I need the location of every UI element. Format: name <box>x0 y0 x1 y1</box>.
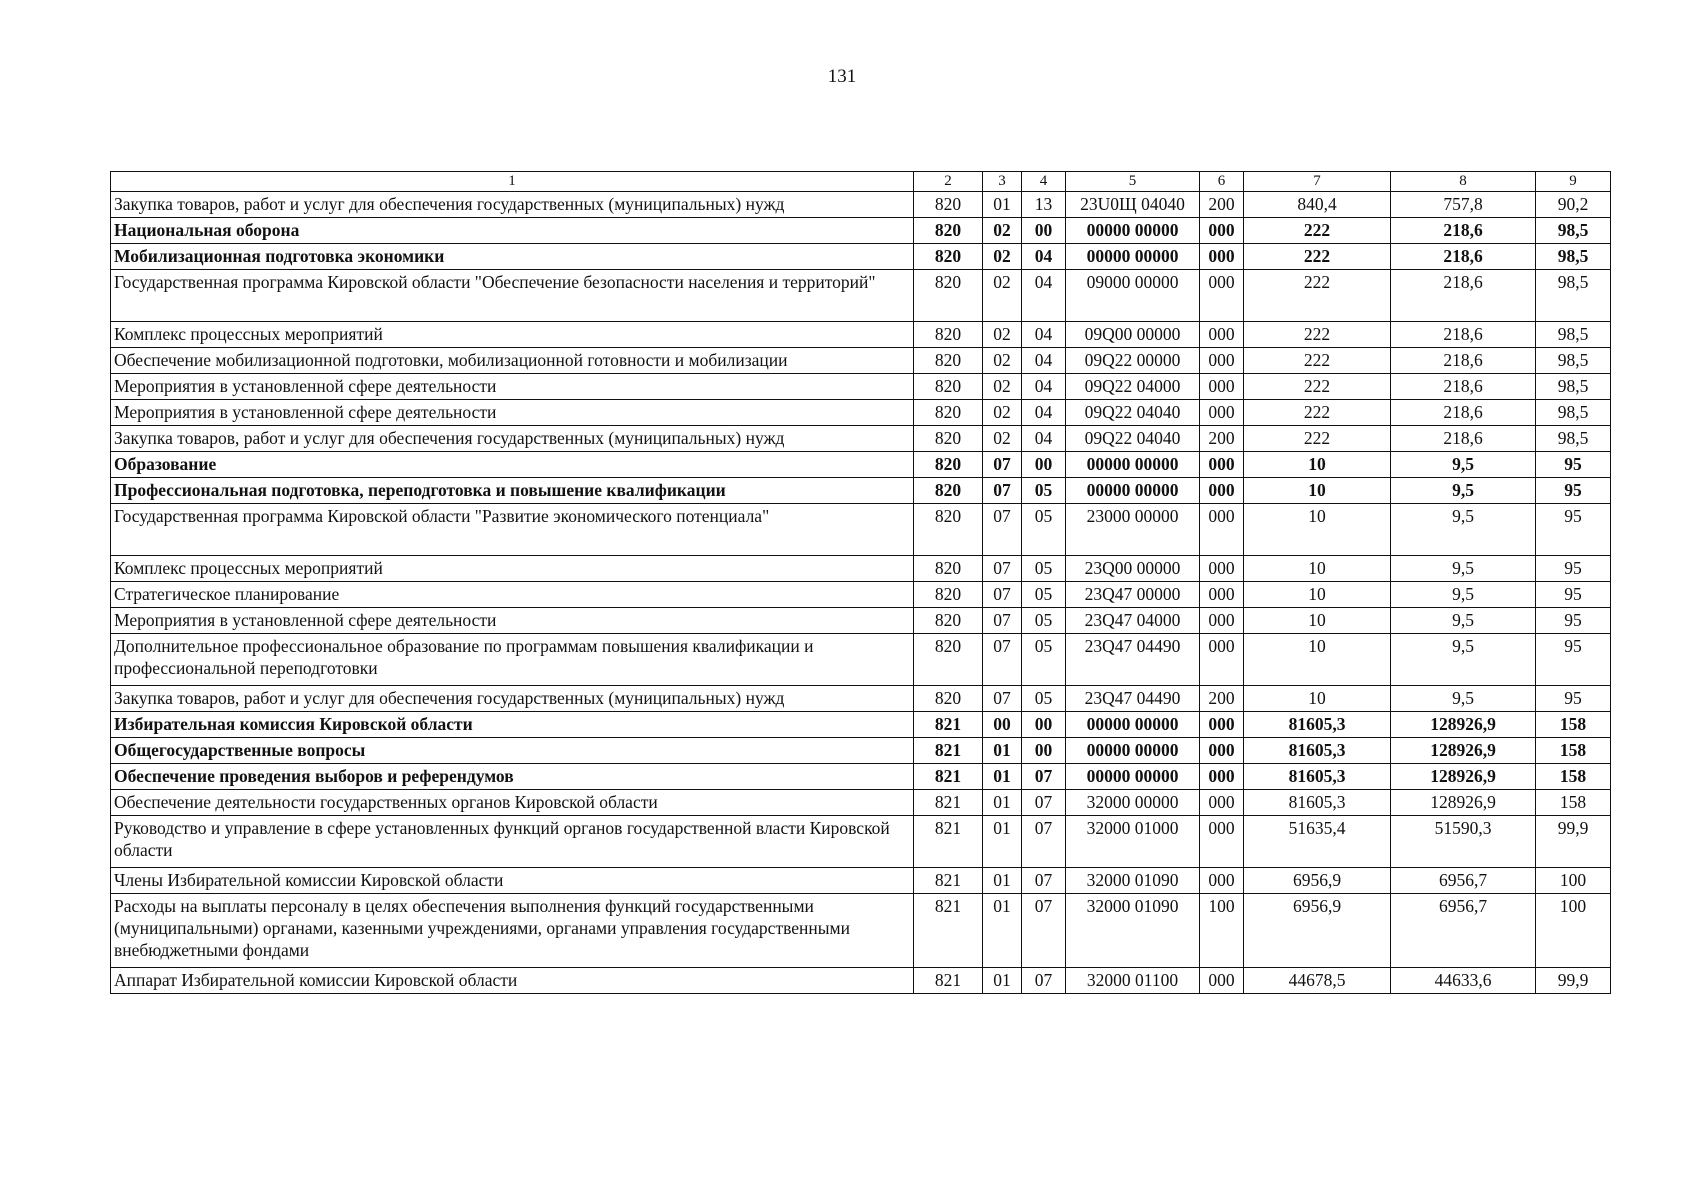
row-name: Аппарат Избирательной комиссии Кировской области <box>111 968 914 994</box>
cell-expense-type: 000 <box>1200 968 1244 994</box>
cell-section: 07 <box>983 478 1022 504</box>
cell-section: 02 <box>983 400 1022 426</box>
cell-target-article: 32000 01090 <box>1066 868 1200 894</box>
cell-subsection: 05 <box>1022 478 1066 504</box>
column-header: 5 <box>1066 172 1200 192</box>
cell-section: 00 <box>983 712 1022 738</box>
cell-actual-amount: 128926,9 <box>1391 712 1536 738</box>
cell-percent: 98,5 <box>1536 374 1611 400</box>
table-row <box>111 452 1611 478</box>
cell-target-article: 23Q00 00000 <box>1066 556 1200 582</box>
cell-target-article: 23Q47 00000 <box>1066 582 1200 608</box>
cell-section: 01 <box>983 790 1022 816</box>
cell-target-article: 32000 01090 <box>1066 894 1200 968</box>
cell-plan-amount: 222 <box>1244 218 1391 244</box>
cell-admin-code: 820 <box>914 686 983 712</box>
cell-actual-amount: 757,8 <box>1391 192 1536 218</box>
column-header: 4 <box>1022 172 1066 192</box>
cell-expense-type: 000 <box>1200 478 1244 504</box>
cell-percent: 98,5 <box>1536 348 1611 374</box>
cell-target-article: 09Q22 04040 <box>1066 400 1200 426</box>
column-header: 7 <box>1244 172 1391 192</box>
table-row <box>111 504 1611 556</box>
cell-admin-code: 820 <box>914 270 983 322</box>
table-row <box>111 270 1611 322</box>
cell-subsection: 00 <box>1022 738 1066 764</box>
cell-expense-type: 000 <box>1200 816 1244 868</box>
cell-plan-amount: 81605,3 <box>1244 764 1391 790</box>
cell-plan-amount: 222 <box>1244 270 1391 322</box>
cell-expense-type: 000 <box>1200 712 1244 738</box>
cell-subsection: 07 <box>1022 816 1066 868</box>
row-name: Государственная программа Кировской области "Обеспечение безопасности населения и территорий" <box>111 270 914 322</box>
cell-section: 07 <box>983 582 1022 608</box>
cell-percent: 95 <box>1536 686 1611 712</box>
cell-subsection: 04 <box>1022 400 1066 426</box>
cell-target-article: 00000 00000 <box>1066 244 1200 270</box>
cell-target-article: 23Q47 04490 <box>1066 634 1200 686</box>
cell-actual-amount: 9,5 <box>1391 608 1536 634</box>
cell-section: 07 <box>983 686 1022 712</box>
cell-subsection: 04 <box>1022 244 1066 270</box>
cell-percent: 99,9 <box>1536 816 1611 868</box>
cell-subsection: 04 <box>1022 374 1066 400</box>
cell-admin-code: 820 <box>914 608 983 634</box>
cell-percent: 98,5 <box>1536 244 1611 270</box>
cell-admin-code: 821 <box>914 738 983 764</box>
cell-percent: 95 <box>1536 452 1611 478</box>
cell-plan-amount: 840,4 <box>1244 192 1391 218</box>
cell-admin-code: 820 <box>914 348 983 374</box>
cell-percent: 98,5 <box>1536 270 1611 322</box>
table-row <box>111 244 1611 270</box>
cell-target-article: 09Q22 04000 <box>1066 374 1200 400</box>
cell-admin-code: 820 <box>914 244 983 270</box>
cell-admin-code: 821 <box>914 894 983 968</box>
cell-section: 01 <box>983 738 1022 764</box>
cell-target-article: 23Q47 04490 <box>1066 686 1200 712</box>
cell-expense-type: 000 <box>1200 452 1244 478</box>
cell-admin-code: 821 <box>914 868 983 894</box>
cell-plan-amount: 222 <box>1244 426 1391 452</box>
cell-percent: 158 <box>1536 764 1611 790</box>
cell-target-article: 09Q22 00000 <box>1066 348 1200 374</box>
cell-subsection: 04 <box>1022 322 1066 348</box>
cell-percent: 158 <box>1536 738 1611 764</box>
cell-expense-type: 200 <box>1200 192 1244 218</box>
cell-admin-code: 821 <box>914 712 983 738</box>
cell-admin-code: 821 <box>914 790 983 816</box>
cell-target-article: 23Q47 04000 <box>1066 608 1200 634</box>
table-row <box>111 686 1611 712</box>
table-row <box>111 374 1611 400</box>
cell-plan-amount: 222 <box>1244 374 1391 400</box>
cell-actual-amount: 218,6 <box>1391 348 1536 374</box>
table-row <box>111 582 1611 608</box>
cell-plan-amount: 10 <box>1244 478 1391 504</box>
cell-actual-amount: 128926,9 <box>1391 764 1536 790</box>
cell-plan-amount: 10 <box>1244 452 1391 478</box>
cell-expense-type: 000 <box>1200 764 1244 790</box>
cell-plan-amount: 81605,3 <box>1244 712 1391 738</box>
cell-expense-type: 000 <box>1200 868 1244 894</box>
cell-plan-amount: 10 <box>1244 582 1391 608</box>
cell-target-article: 00000 00000 <box>1066 712 1200 738</box>
cell-subsection: 07 <box>1022 790 1066 816</box>
cell-percent: 95 <box>1536 478 1611 504</box>
cell-plan-amount: 222 <box>1244 244 1391 270</box>
cell-expense-type: 100 <box>1200 894 1244 968</box>
cell-percent: 95 <box>1536 634 1611 686</box>
cell-admin-code: 821 <box>914 968 983 994</box>
cell-admin-code: 820 <box>914 192 983 218</box>
budget-execution-table <box>110 171 1611 994</box>
column-header: 6 <box>1200 172 1244 192</box>
cell-section: 01 <box>983 868 1022 894</box>
row-name: Дополнительное профессиональное образование по программам повышения квалификации и профессиональной переподготовки <box>111 634 914 686</box>
cell-section: 02 <box>983 218 1022 244</box>
cell-target-article: 32000 00000 <box>1066 790 1200 816</box>
cell-section: 01 <box>983 968 1022 994</box>
cell-subsection: 05 <box>1022 582 1066 608</box>
cell-section: 02 <box>983 322 1022 348</box>
cell-admin-code: 820 <box>914 504 983 556</box>
cell-subsection: 13 <box>1022 192 1066 218</box>
cell-target-article: 32000 01000 <box>1066 816 1200 868</box>
cell-actual-amount: 51590,3 <box>1391 816 1536 868</box>
cell-percent: 158 <box>1536 712 1611 738</box>
column-header: 2 <box>914 172 983 192</box>
table-row <box>111 218 1611 244</box>
row-name: Стратегическое планирование <box>111 582 914 608</box>
row-name: Обеспечение мобилизационной подготовки, мобилизационной готовности и мобилизации <box>111 348 914 374</box>
cell-subsection: 04 <box>1022 348 1066 374</box>
cell-subsection: 00 <box>1022 452 1066 478</box>
cell-expense-type: 000 <box>1200 270 1244 322</box>
cell-expense-type: 000 <box>1200 738 1244 764</box>
cell-actual-amount: 218,6 <box>1391 374 1536 400</box>
cell-target-article: 00000 00000 <box>1066 764 1200 790</box>
row-name: Мобилизационная подготовка экономики <box>111 244 914 270</box>
cell-target-article: 09000 00000 <box>1066 270 1200 322</box>
row-name: Закупка товаров, работ и услуг для обеспечения государственных (муниципальных) нужд <box>111 192 914 218</box>
cell-actual-amount: 128926,9 <box>1391 738 1536 764</box>
cell-actual-amount: 218,6 <box>1391 270 1536 322</box>
cell-admin-code: 820 <box>914 322 983 348</box>
row-name: Расходы на выплаты персоналу в целях обеспечения выполнения функций государственными (муниципальными) органами, казенными учреждениями, органами управления государственными внебюджетными фондами <box>111 894 914 968</box>
row-name: Обеспечение проведения выборов и референдумов <box>111 764 914 790</box>
cell-expense-type: 000 <box>1200 244 1244 270</box>
cell-target-article: 00000 00000 <box>1066 452 1200 478</box>
row-name: Профессиональная подготовка, переподготовка и повышение квалификации <box>111 478 914 504</box>
cell-actual-amount: 9,5 <box>1391 504 1536 556</box>
cell-admin-code: 820 <box>914 556 983 582</box>
column-header: 8 <box>1391 172 1536 192</box>
row-name: Члены Избирательной комиссии Кировской области <box>111 868 914 894</box>
cell-admin-code: 820 <box>914 634 983 686</box>
cell-plan-amount: 222 <box>1244 348 1391 374</box>
cell-admin-code: 820 <box>914 400 983 426</box>
cell-admin-code: 821 <box>914 764 983 790</box>
row-name: Закупка товаров, работ и услуг для обеспечения государственных (муниципальных) нужд <box>111 426 914 452</box>
cell-subsection: 07 <box>1022 968 1066 994</box>
cell-plan-amount: 10 <box>1244 608 1391 634</box>
column-header: 9 <box>1536 172 1611 192</box>
table-row <box>111 348 1611 374</box>
table-row <box>111 738 1611 764</box>
cell-subsection: 00 <box>1022 218 1066 244</box>
row-name: Общегосударственные вопросы <box>111 738 914 764</box>
cell-subsection: 07 <box>1022 894 1066 968</box>
cell-percent: 90,2 <box>1536 192 1611 218</box>
column-header: 3 <box>983 172 1022 192</box>
row-name: Мероприятия в установленной сфере деятельности <box>111 374 914 400</box>
cell-actual-amount: 9,5 <box>1391 478 1536 504</box>
table-row <box>111 426 1611 452</box>
table-row <box>111 790 1611 816</box>
cell-actual-amount: 128926,9 <box>1391 790 1536 816</box>
cell-subsection: 04 <box>1022 270 1066 322</box>
table-row <box>111 192 1611 218</box>
cell-percent: 95 <box>1536 582 1611 608</box>
row-name: Комплекс процессных мероприятий <box>111 556 914 582</box>
row-name: Мероприятия в установленной сфере деятельности <box>111 400 914 426</box>
cell-section: 01 <box>983 192 1022 218</box>
cell-expense-type: 000 <box>1200 608 1244 634</box>
cell-percent: 158 <box>1536 790 1611 816</box>
cell-admin-code: 821 <box>914 816 983 868</box>
table-row <box>111 968 1611 994</box>
row-name: Комплекс процессных мероприятий <box>111 322 914 348</box>
cell-section: 07 <box>983 556 1022 582</box>
cell-subsection: 05 <box>1022 608 1066 634</box>
cell-percent: 99,9 <box>1536 968 1611 994</box>
cell-target-article: 00000 00000 <box>1066 478 1200 504</box>
table-row <box>111 868 1611 894</box>
cell-actual-amount: 218,6 <box>1391 426 1536 452</box>
cell-target-article: 00000 00000 <box>1066 218 1200 244</box>
cell-plan-amount: 44678,5 <box>1244 968 1391 994</box>
row-name: Обеспечение деятельности государственных органов Кировской области <box>111 790 914 816</box>
cell-percent: 95 <box>1536 504 1611 556</box>
cell-expense-type: 000 <box>1200 348 1244 374</box>
cell-actual-amount: 6956,7 <box>1391 894 1536 968</box>
cell-percent: 100 <box>1536 868 1611 894</box>
cell-target-article: 23000 00000 <box>1066 504 1200 556</box>
cell-expense-type: 000 <box>1200 400 1244 426</box>
cell-plan-amount: 222 <box>1244 322 1391 348</box>
table-row <box>111 322 1611 348</box>
cell-section: 02 <box>983 270 1022 322</box>
cell-expense-type: 000 <box>1200 790 1244 816</box>
cell-expense-type: 000 <box>1200 582 1244 608</box>
cell-percent: 98,5 <box>1536 218 1611 244</box>
table-row <box>111 816 1611 868</box>
table-row <box>111 712 1611 738</box>
table-row <box>111 764 1611 790</box>
table-row <box>111 556 1611 582</box>
cell-admin-code: 820 <box>914 218 983 244</box>
cell-expense-type: 000 <box>1200 322 1244 348</box>
column-header: 1 <box>111 172 914 192</box>
row-name: Закупка товаров, работ и услуг для обеспечения государственных (муниципальных) нужд <box>111 686 914 712</box>
cell-admin-code: 820 <box>914 426 983 452</box>
cell-section: 07 <box>983 634 1022 686</box>
cell-section: 01 <box>983 816 1022 868</box>
table-row <box>111 894 1611 968</box>
cell-plan-amount: 6956,9 <box>1244 894 1391 968</box>
table-row <box>111 634 1611 686</box>
table-row <box>111 608 1611 634</box>
cell-percent: 98,5 <box>1536 400 1611 426</box>
cell-actual-amount: 218,6 <box>1391 400 1536 426</box>
cell-actual-amount: 218,6 <box>1391 218 1536 244</box>
row-name: Руководство и управление в сфере установленных функций органов государственной власти Кировской области <box>111 816 914 868</box>
row-name: Государственная программа Кировской области "Развитие экономического потенциала" <box>111 504 914 556</box>
row-name: Избирательная комиссия Кировской области <box>111 712 914 738</box>
cell-expense-type: 000 <box>1200 218 1244 244</box>
header-row <box>111 172 1611 192</box>
cell-admin-code: 820 <box>914 452 983 478</box>
cell-section: 02 <box>983 348 1022 374</box>
cell-actual-amount: 9,5 <box>1391 582 1536 608</box>
cell-section: 07 <box>983 608 1022 634</box>
cell-target-article: 32000 01100 <box>1066 968 1200 994</box>
table-body <box>111 192 1611 994</box>
cell-expense-type: 000 <box>1200 634 1244 686</box>
cell-plan-amount: 10 <box>1244 504 1391 556</box>
cell-actual-amount: 9,5 <box>1391 452 1536 478</box>
cell-expense-type: 200 <box>1200 686 1244 712</box>
row-name: Мероприятия в установленной сфере деятельности <box>111 608 914 634</box>
cell-section: 02 <box>983 374 1022 400</box>
cell-admin-code: 820 <box>914 582 983 608</box>
cell-section: 07 <box>983 452 1022 478</box>
row-name: Образование <box>111 452 914 478</box>
cell-subsection: 05 <box>1022 504 1066 556</box>
table-row <box>111 478 1611 504</box>
cell-section: 01 <box>983 764 1022 790</box>
cell-percent: 100 <box>1536 894 1611 968</box>
cell-plan-amount: 10 <box>1244 686 1391 712</box>
cell-target-article: 00000 00000 <box>1066 738 1200 764</box>
cell-actual-amount: 218,6 <box>1391 244 1536 270</box>
cell-admin-code: 820 <box>914 478 983 504</box>
cell-subsection: 05 <box>1022 686 1066 712</box>
cell-subsection: 04 <box>1022 426 1066 452</box>
cell-actual-amount: 9,5 <box>1391 686 1536 712</box>
cell-section: 01 <box>983 894 1022 968</box>
cell-target-article: 23U0Щ 04040 <box>1066 192 1200 218</box>
cell-section: 02 <box>983 426 1022 452</box>
cell-percent: 95 <box>1536 556 1611 582</box>
cell-actual-amount: 44633,6 <box>1391 968 1536 994</box>
cell-subsection: 07 <box>1022 764 1066 790</box>
cell-subsection: 00 <box>1022 712 1066 738</box>
cell-plan-amount: 51635,4 <box>1244 816 1391 868</box>
cell-plan-amount: 81605,3 <box>1244 738 1391 764</box>
cell-expense-type: 000 <box>1200 374 1244 400</box>
cell-actual-amount: 9,5 <box>1391 556 1536 582</box>
cell-actual-amount: 9,5 <box>1391 634 1536 686</box>
cell-plan-amount: 6956,9 <box>1244 868 1391 894</box>
page-number: 131 <box>827 66 857 87</box>
cell-section: 02 <box>983 244 1022 270</box>
cell-section: 07 <box>983 504 1022 556</box>
cell-actual-amount: 6956,7 <box>1391 868 1536 894</box>
cell-plan-amount: 81605,3 <box>1244 790 1391 816</box>
cell-plan-amount: 10 <box>1244 634 1391 686</box>
cell-subsection: 05 <box>1022 634 1066 686</box>
cell-percent: 98,5 <box>1536 426 1611 452</box>
cell-expense-type: 000 <box>1200 504 1244 556</box>
row-name: Национальная оборона <box>111 218 914 244</box>
cell-plan-amount: 10 <box>1244 556 1391 582</box>
cell-target-article: 09Q22 04040 <box>1066 426 1200 452</box>
cell-expense-type: 200 <box>1200 426 1244 452</box>
cell-actual-amount: 218,6 <box>1391 322 1536 348</box>
table-row <box>111 400 1611 426</box>
cell-expense-type: 000 <box>1200 556 1244 582</box>
cell-subsection: 05 <box>1022 556 1066 582</box>
cell-admin-code: 820 <box>914 374 983 400</box>
cell-percent: 98,5 <box>1536 322 1611 348</box>
cell-target-article: 09Q00 00000 <box>1066 322 1200 348</box>
cell-subsection: 07 <box>1022 868 1066 894</box>
cell-percent: 95 <box>1536 608 1611 634</box>
cell-plan-amount: 222 <box>1244 400 1391 426</box>
